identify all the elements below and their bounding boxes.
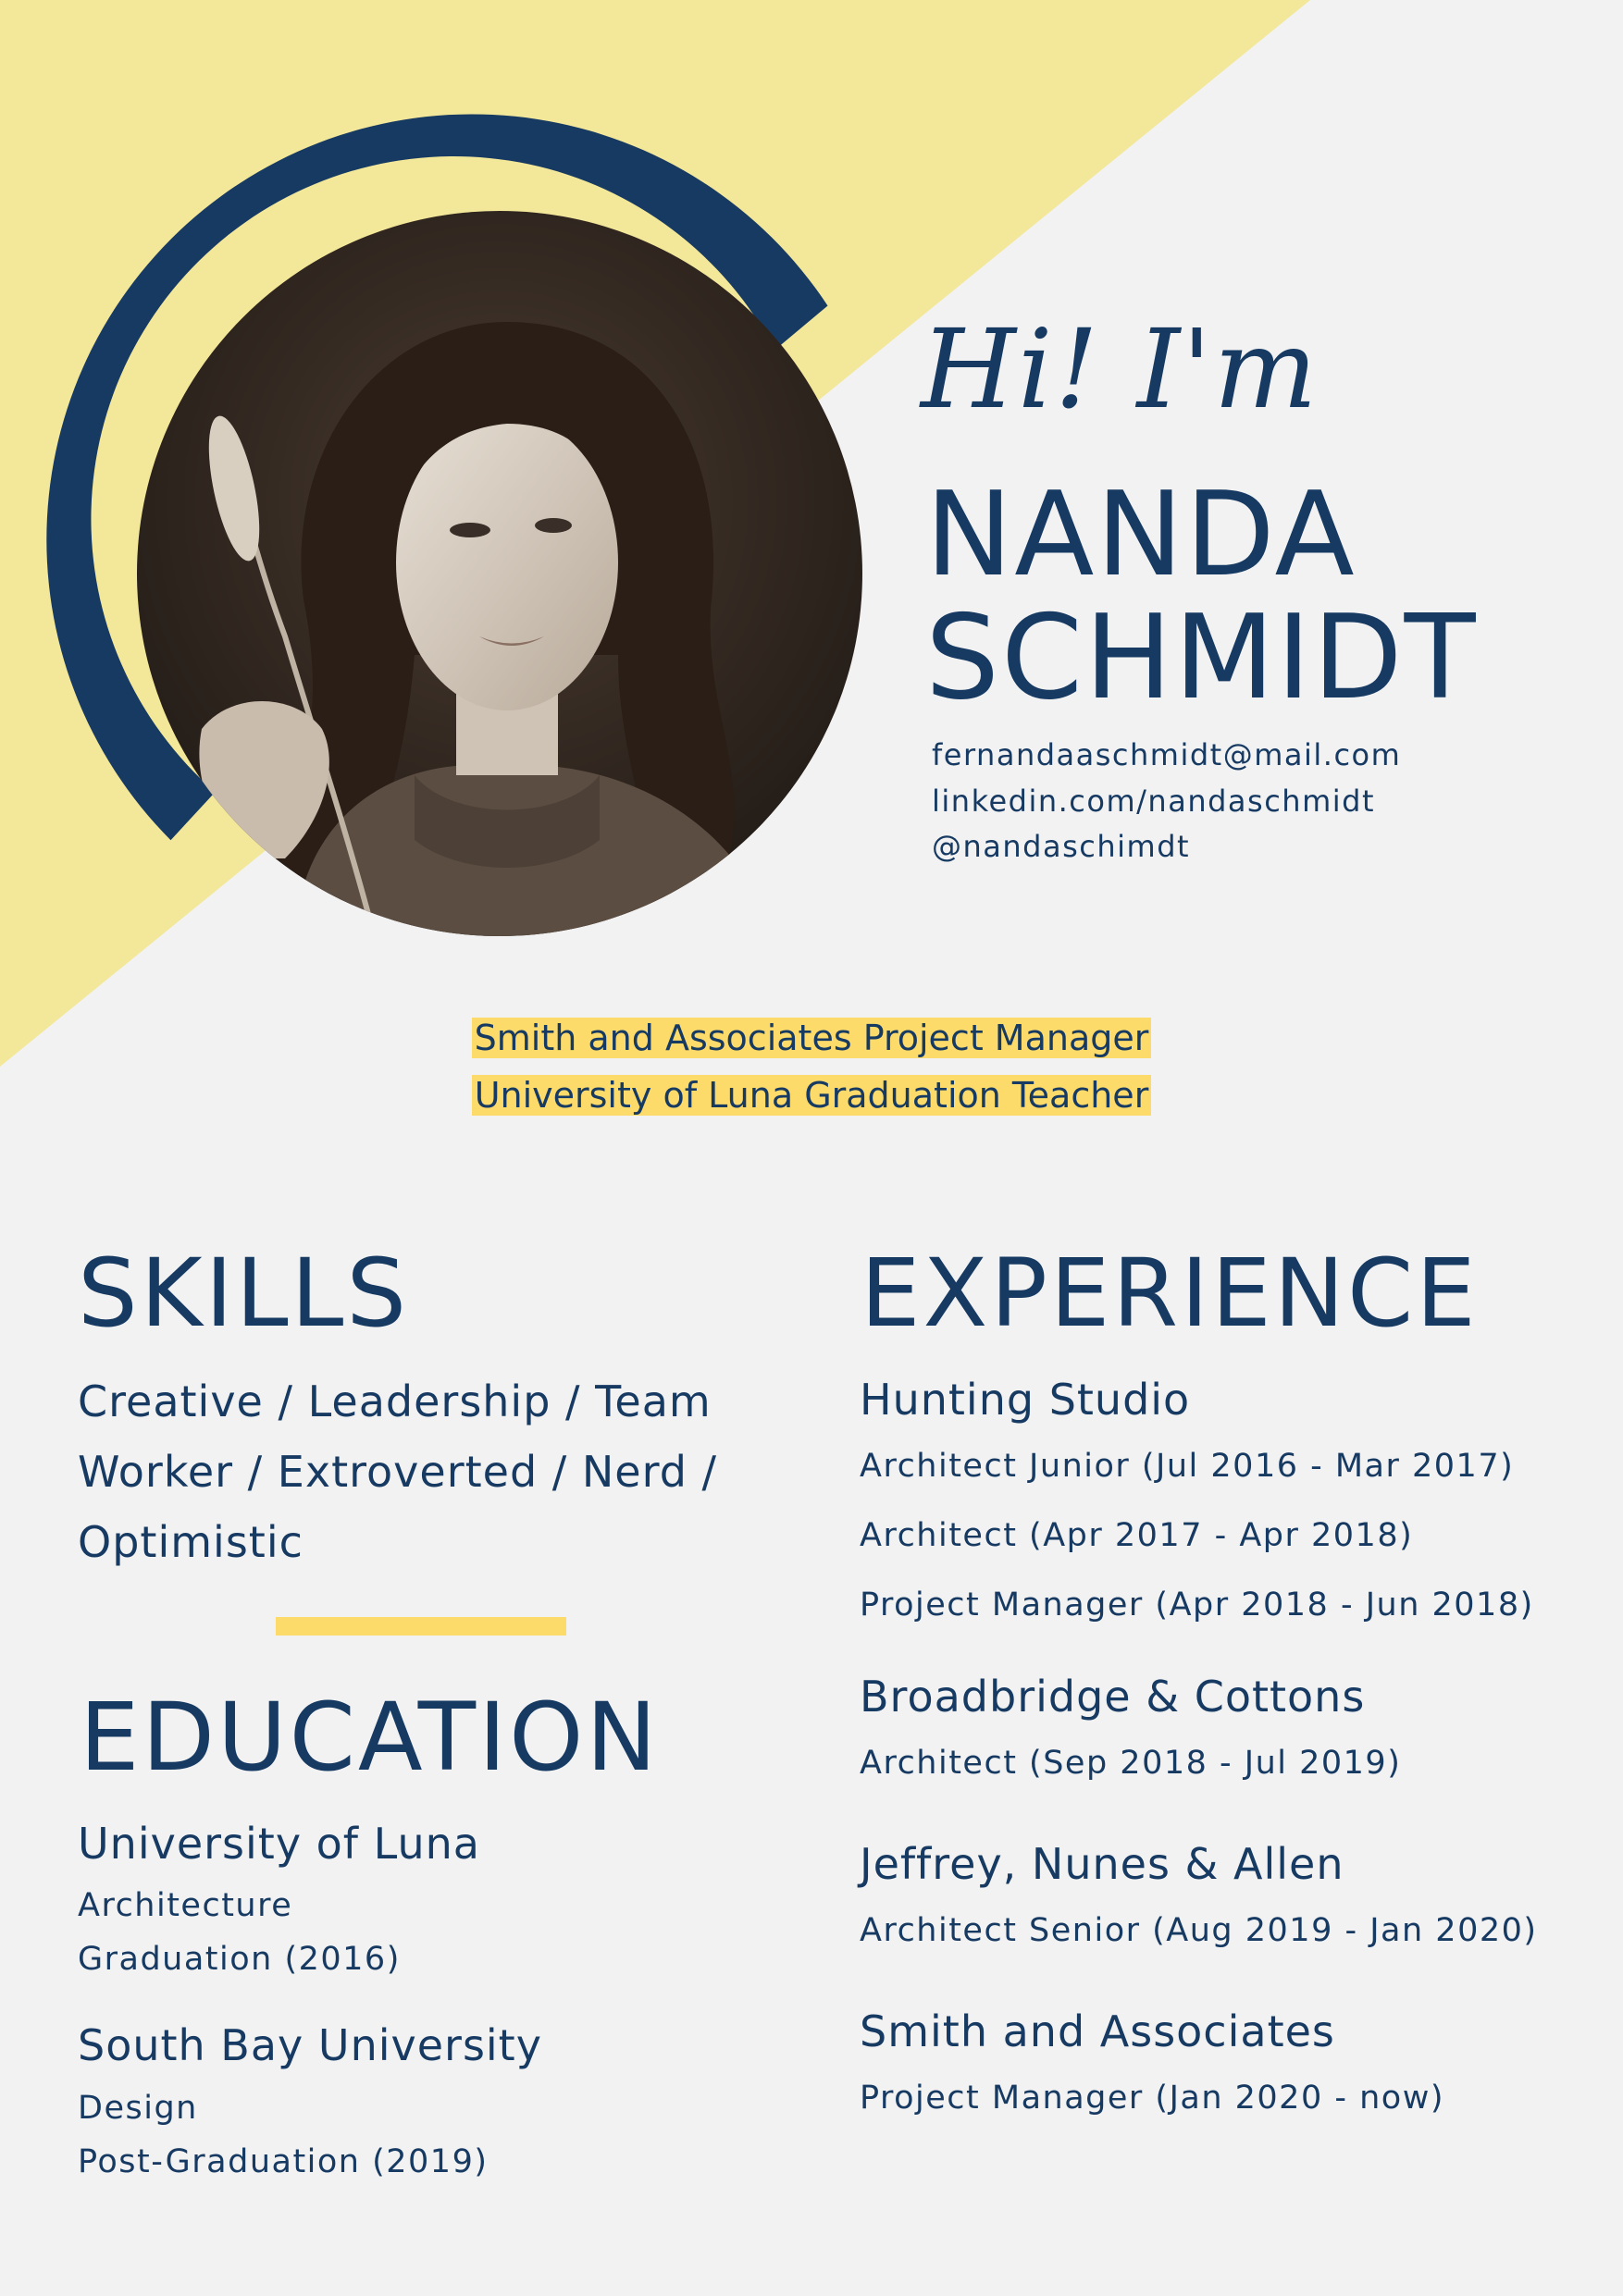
experience-role: Project Manager (Apr 2018 - Jun 2018) bbox=[860, 1586, 1534, 1623]
experience-company: Broadbridge & Cottons bbox=[860, 1672, 1366, 1722]
experience-company: Smith and Associates bbox=[860, 2006, 1335, 2056]
skills-list bbox=[78, 1366, 762, 1577]
education-school: South Bay University bbox=[78, 2020, 542, 2070]
education-school: University of Luna bbox=[78, 1819, 480, 1869]
linkedin-link[interactable]: linkedin.com/nandaschmidt bbox=[932, 784, 1375, 819]
skills-line: Optimistic bbox=[78, 1517, 304, 1567]
highlight-row-1 bbox=[0, 1018, 1623, 1058]
experience-role: Project Manager (Jan 2020 - now) bbox=[860, 2080, 1444, 2117]
experience-company: Jeffrey, Nunes & Allen bbox=[860, 1839, 1344, 1889]
skills-line: Creative / Leadership / Team bbox=[78, 1376, 712, 1426]
skills-line: Worker / Extroverted / Nerd / bbox=[78, 1447, 718, 1497]
experience-role: Architect Junior (Jul 2016 - Mar 2017) bbox=[860, 1448, 1515, 1485]
highlight-teaching-role: University of Luna Graduation Teacher bbox=[472, 1075, 1152, 1116]
email-link[interactable]: fernandaaschmidt@mail.com bbox=[932, 737, 1402, 772]
education-degree: Post-Graduation (2019) bbox=[78, 2143, 489, 2180]
education-field: Architecture bbox=[78, 1887, 293, 1924]
last-name: SCHMIDT bbox=[925, 589, 1478, 725]
highlight-row-2 bbox=[0, 1075, 1623, 1116]
first-name: NANDA bbox=[925, 466, 1357, 602]
portrait-photo bbox=[137, 211, 862, 936]
highlight-current-role: Smith and Associates Project Manager bbox=[472, 1018, 1152, 1058]
experience-role: Architect Senior (Aug 2019 - Jan 2020) bbox=[860, 1912, 1538, 1949]
education-field: Design bbox=[78, 2090, 198, 2127]
experience-role: Architect (Apr 2017 - Apr 2018) bbox=[860, 1517, 1414, 1554]
experience-heading: EXPERIENCE bbox=[861, 1239, 1479, 1349]
section-divider bbox=[276, 1617, 566, 1636]
greeting-text: Hi! I'm bbox=[921, 305, 1319, 433]
education-heading: EDUCATION bbox=[80, 1683, 660, 1793]
experience-role: Architect (Sep 2018 - Jul 2019) bbox=[860, 1745, 1402, 1782]
skills-heading: SKILLS bbox=[78, 1239, 410, 1349]
experience-company: Hunting Studio bbox=[860, 1375, 1191, 1425]
social-handle[interactable]: @nandaschimdt bbox=[932, 829, 1191, 864]
education-degree: Graduation (2016) bbox=[78, 1941, 401, 1978]
